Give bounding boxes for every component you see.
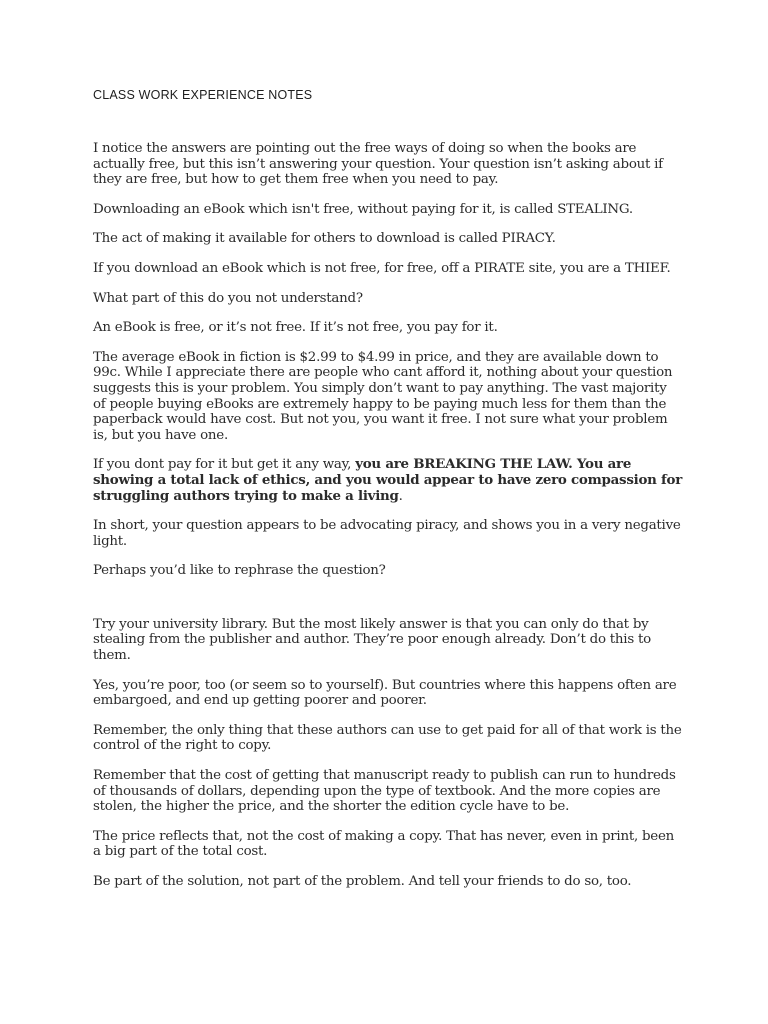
paragraph-rephrase: Perhaps you’d like to rephrase the question?: [93, 563, 386, 579]
paragraph-answers-free-ways: I notice the answers are pointing out the free ways of doing so when the books are actually free, but this isn’t answering your question. Your question isn’t asking about if they are free, but how to get them free when you need to pay.: [93, 141, 663, 188]
paragraph-poor-too: Yes, you’re poor, too (or seem so to yourself). But countries where this happens often are embargoed, and end up getting poorer and poorer.: [93, 677, 677, 709]
document-page: [93, 88, 683, 904]
paragraph-average-price: The average eBook in fiction is $2.99 to $4.99 in price, and they are available down to 99c. While I appreciate there are people who cant afford it, nothing about your question suggests this is your problem. You simply don’t want to pay anything. The vast majority of people buying eBooks are extremely happy to be paying much less for them than the paperback would have cost. But not you, you want it free. I not sure what your problem is, but you have one.: [93, 349, 673, 443]
paragraph-thief: If you download an eBook which is not free, for free, off a PIRATE site, you are a THIEF.: [93, 260, 671, 276]
ethics-tail-text: .: [398, 488, 403, 504]
paragraph-right-to-copy: Remember, the only thing that these authors can use to get paid for all of that work is the control of the right to copy.: [93, 722, 682, 754]
paragraph-free-or-not: An eBook is free, or it’s not free. If it’s not free, you pay for it.: [93, 320, 498, 336]
paragraph-question: What part of this do you not understand?: [93, 290, 363, 306]
paragraph-piracy: The act of making it available for others to download is called PIRACY.: [93, 231, 556, 247]
document-heading: CLASS WORK EXPERIENCE NOTES: [93, 88, 313, 102]
paragraph-in-short: In short, your question appears to be advocating piracy, and shows you in a very negative light.: [93, 518, 681, 549]
ethics-lead-text: If you dont pay for it but get it any way,: [93, 457, 356, 473]
ethics-bold-text: you are BREAKING THE LAW. You are showing a total lack of ethics, and you would appear to have zero compassion for struggling authors trying to make a living: [93, 456, 683, 504]
paragraph-manuscript-cost: Remember that the cost of getting that manuscript ready to publish can run to hundreds of thousands of dollars, depending upon the type of textbook. And the more copies are stolen, the higher the price, and the shorter the edition cycle have to be.: [93, 768, 676, 815]
paragraph-stealing: Downloading an eBook which isn't free, without paying for it, is called STEALING.: [93, 201, 633, 217]
paragraph-ethics: [93, 457, 683, 504]
paragraph-library: Try your university library. But the most likely answer is that you can only do that by stealing from the publisher and author. They’re poor enough already. Don’t do this to them.: [93, 616, 651, 664]
paragraph-be-part-of-solution: Be part of the solution, not part of the problem. And tell your friends to do so, too.: [93, 874, 632, 889]
paragraph-price-reflects: The price reflects that, not the cost of making a copy. That has never, even in print, been a big part of the total cost.: [93, 828, 675, 860]
